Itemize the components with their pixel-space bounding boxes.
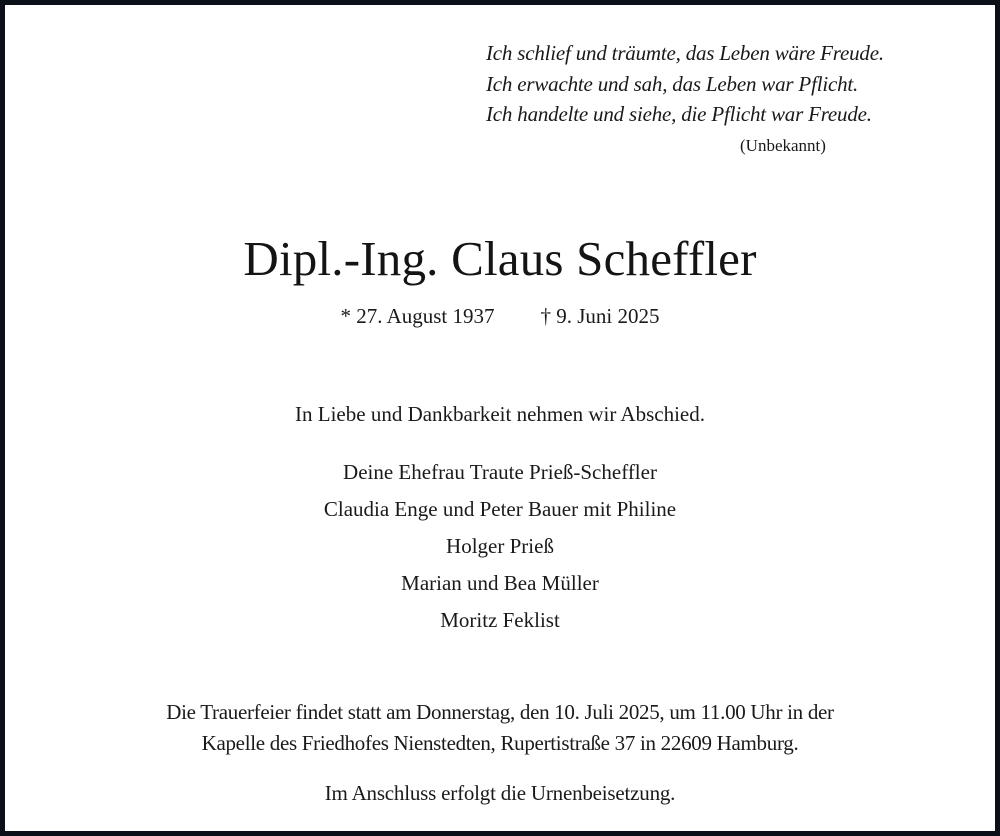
mourner: Marian und Bea Müller [401,571,599,595]
mourner: Holger Prieß [446,534,554,558]
mourner: Deine Ehefrau Traute Prieß-Scheffler [343,460,657,484]
motto-quote [486,38,884,130]
motto-line: Ich handelte und siehe, die Pflicht war Freude. [486,102,872,126]
mourners-list [5,454,995,639]
life-dates [5,301,995,331]
motto-line: Ich schlief und träumte, das Leben wäre Freude. [486,41,884,65]
mourner: Moritz Feklist [440,608,560,632]
ceremony-info [5,697,995,759]
ceremony-line: Die Trauerfeier findet statt am Donnerstag, den 10. Juli 2025, um 11.00 Uhr in der [166,700,834,724]
birth-date: * 27. August 1937 [340,304,495,328]
motto-source: (Unbekannt) [740,136,826,155]
deceased-name: Dipl.-Ing. Claus Scheffler [243,231,757,286]
farewell-text: In Liebe und Dankbarkeit nehmen wir Abschied. [295,402,705,426]
death-date: † 9. Juni 2025 [540,304,660,328]
burial-note: Im Anschluss erfolgt die Urnenbeisetzung. [324,781,676,805]
motto-line: Ich erwachte und sah, das Leben war Pflicht. [486,71,859,96]
ceremony-line: Kapelle des Friedhofes Nienstedten, Rupertistraße 37 in 22609 Hamburg. [201,731,799,755]
mourner: Claudia Enge und Peter Bauer mit Philine [323,497,677,521]
